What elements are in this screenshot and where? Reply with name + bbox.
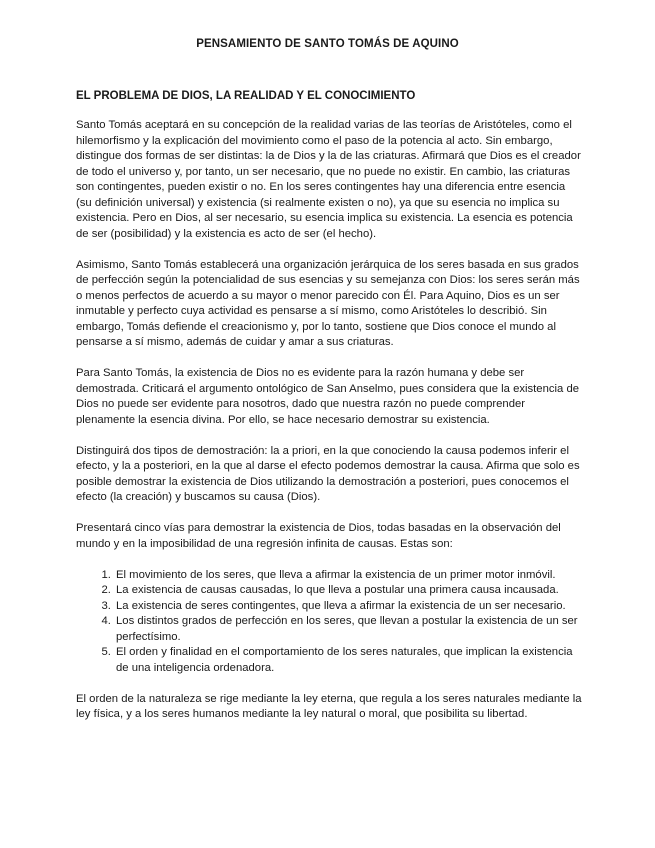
paragraph: Presentará cinco vías para demostrar la existencia de Dios, todas basadas en la observación del mundo y en la imposibilidad de una regresión infinita de causas. Estas son: [76, 522, 561, 550]
document-body [76, 118, 582, 738]
paragraph: Asimismo, Santo Tomás establecerá una organización jerárquica de los seres basada en sus grados de perfección según la potencialidad de sus esencias y su semejanza con Dios: los seres serán más o menos perfectos de acuerdo a su mayor o menor parecido con Él. Para Aquino, Dios es un ser inmutable y perfecto cuya actividad es pensarse a sí mismo, como Aristóteles lo describió. Sin embargo, Tomás defiende el creacionismo y, por lo tanto, sostiene que Dios conoce el mundo al pensarse a sí mismo, además de cuidar y amar a sus criaturas. [76, 258, 580, 348]
paragraph: Para Santo Tomás, la existencia de Dios no es evidente para la razón humana y debe ser demostrada. Criticará el argumento ontológico de San Anselmo, pues considera que la existencia de Dios no puede ser evidente para nosotros, dado que nuestra razón no puede comprender plenamente la esencia divina. Por ello, se hace necesario demostrar su existencia. [76, 367, 580, 426]
paragraph: Santo Tomás aceptará en su concepción de la realidad varias de las teorías de Aristóteles, como el hilemorfismo y la explicación del movimiento como el paso de la potencia al acto. Sin embargo, distingue dos formas de ser distintas: la de Dios y la de las criaturas. Afirmará que Dios es el creador de todo el universo y, por tanto, un ser necesario, que no puede no existir. En cambio, las criaturas son contingentes, pueden existir o no. En los seres contingentes hay una diferencia entre esencia (su definición universal) y existencia (si realmente existen o no), ya que su esencia no implica su existencia. Pero en Dios, al ser necesario, su esencia implica su existencia. La esencia es potencia de ser (posibilidad) y la existencia es acto de ser (el hecho). [76, 119, 581, 240]
five-ways-list [76, 568, 582, 677]
list-item: 5. El orden y finalidad en el comportamiento de los seres naturales, que implican la existencia de una inteligencia ordenadora. [114, 645, 582, 676]
list-item: 4. Los distintos grados de perfección en los seres, que llevan a postular la existencia de un ser perfectísimo. [114, 614, 582, 645]
document-title: PENSAMIENTO DE SANTO TOMÁS DE AQUINO [196, 38, 459, 50]
closing-paragraph: El orden de la naturaleza se rige mediante la ley eterna, que regula a los seres naturales mediante la ley física, y a los seres humanos mediante la ley natural o moral, que posibilita su libertad. [76, 692, 582, 720]
paragraph: Distinguirá dos tipos de demostración: la a priori, en la que conociendo la causa podemos inferir el efecto, y la a posteriori, en la que al darse el efecto podemos demostrar la causa. Afirma que solo es posible demostrar la existencia de Dios utilizando la demostración a posteriori, pues conocemos el efecto (la creación) y buscamos su causa (Dios). [76, 444, 580, 503]
list-item: 1. El movimiento de los seres, que lleva a afirmar la existencia de un primer motor inmóvil. [114, 568, 582, 584]
section-heading: EL PROBLEMA DE DIOS, LA REALIDAD Y EL CONOCIMIENTO [76, 90, 416, 102]
list-item: 3. La existencia de seres contingentes, que lleva a afirmar la existencia de un ser necesario. [114, 599, 582, 615]
list-item: 2. La existencia de causas causadas, lo que lleva a postular una primera causa incausada. [114, 583, 582, 599]
